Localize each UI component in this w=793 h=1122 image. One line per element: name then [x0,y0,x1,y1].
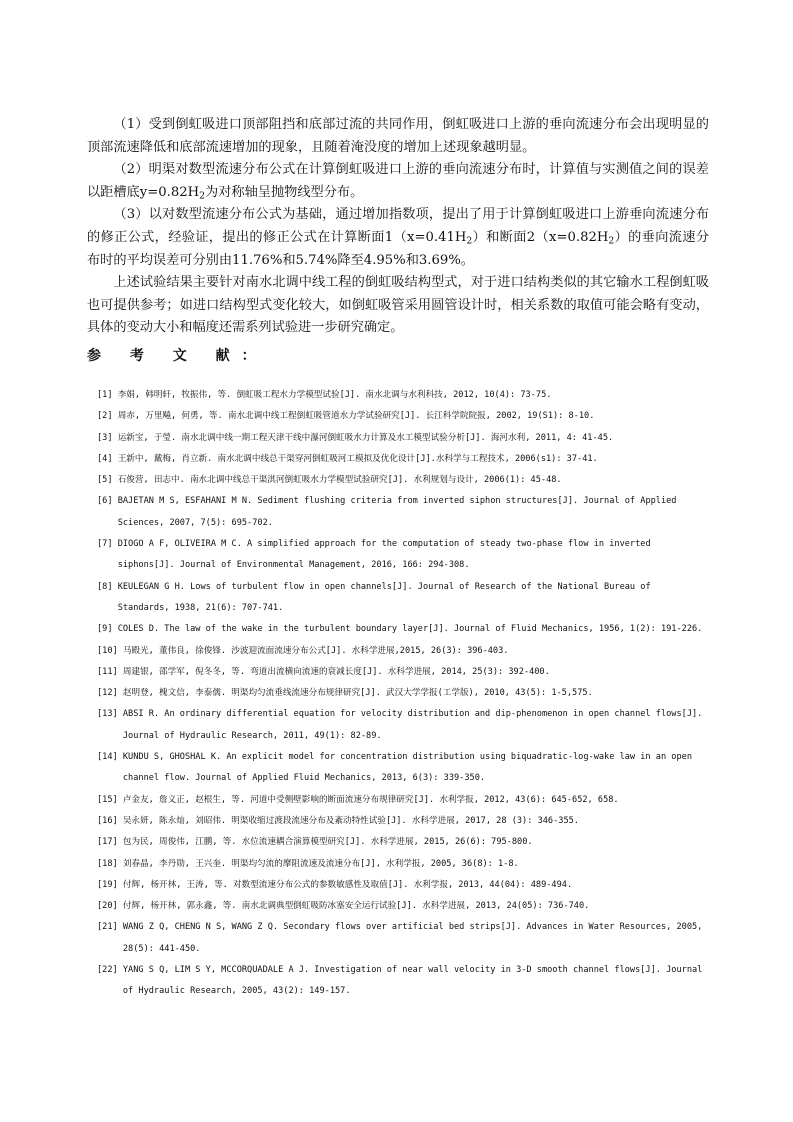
reference-entry [97,832,705,853]
reference-entry [97,683,705,704]
reference-entry [97,577,705,620]
reference-text: ABSI R. An ordinary differential equation for velocity distribution and dip-phenomenon in open channel flows[J]. Journal of Hydraulic Research, 2011, 49(1): 82-89. [122,709,703,741]
reference-text: DIOGO A F, OLIVEIRA M C. A simplified approach for the computation of steady two-phase flow in inverted siphons[J]. Journal of Environmental Management, 2016, 166: 294-308. [117,539,651,571]
reference-text: 吴永妍, 陈永灿, 刘昭伟. 明渠收缩过渡段流速分布及紊动特性试验[J]. 水科学进展, 2017, 28 (3): 346-355. [122,815,579,826]
reference-entry [97,619,705,640]
reference-number: [3] [97,432,118,443]
reference-text: KEULEGAN G H. Lows of turbulent flow in open channels[J]. Journal of Research of the National Bureau of Standards, 1938, 21(6): 707-741. [117,581,651,613]
reference-number: [2] [97,411,118,422]
reference-number: [15] [97,794,123,805]
reference-number: [5] [97,475,118,486]
reference-entry [97,428,705,449]
reference-entry [97,385,705,406]
reference-number: [14] [97,752,123,763]
references-heading: 参 考 文 献： [87,348,268,364]
reference-text: 赵明登, 槐文信, 李泰儒. 明渠均匀流垂线流速分布规律研究[J]. 武汉大学学报(工学版), 2010, 43(5): 1-5,575. [122,688,593,699]
reference-entry [97,662,705,683]
reference-number: [17] [97,837,123,848]
reference-text: 李娟, 韩明轩, 牧振伟, 等. 倒虹吸工程水力学模型试验[J]. 南水北调与水利科技, 2012, 10(4): 73-75. [117,390,552,400]
reference-entry [97,875,705,896]
reference-number: [16] [97,815,123,826]
reference-entry [97,747,705,790]
reference-text: 包为民, 周俊伟, 江鹏, 等. 水位流速耦合演算模型研究[J]. 水科学进展, 2015, 26(6): 795-800. [122,837,533,848]
reference-number: [6] [97,496,118,507]
reference-text: YANG S Q, LIM S Y, MCCORQUADALE A J. Investigation of near wall velocity in 3-D smooth channel flows[J]. Journal of Hydraulic Research, 2005, 43(2): 149-157. [122,965,703,997]
paragraph-3: （3）以对数型流速分布公式为基础，通过增加指数项，提出了用于计算倒虹吸进口上游垂向流速分布的修正公式，经验证，提出的修正公式在计算断面$1(x=0.41H_2)$和断面$2(x=0.82H_2)$的垂向流速分布时的平均误差可分别由11.76%和5.74%降至4.95%和3.69%。 [87,207,710,268]
reference-number: [22] [97,965,123,976]
reference-text: BAJETAN M S, ESFAHANI M N. Sediment flushing criteria from inverted siphon structures[J]. Journal of Applied Sciences, 2007, 7(5): 695-702. [117,496,677,528]
paragraph-2: （2）明渠对数型流速分布公式在计算倒虹吸进口上游的垂向流速分布时，计算值与实测值之间的误差以距槽底$y=0.82H_2$为对称轴呈抛物线型分布。 [87,162,709,202]
reference-number: [19] [97,879,123,890]
reference-entry [97,854,705,875]
paragraph-1: （1）受到倒虹吸进口顶部阻挡和底部过流的共同作用，倒虹吸进口上游的垂向流速分布会出现明显的顶部流速降低和底部流速增加的现象，且随着淹没度的增加上述现象越明显。 [87,117,709,155]
reference-entry [97,491,705,534]
reference-number: [20] [97,901,123,912]
paragraph-4: 上述试验结果主要针对南水北调中线工程的倒虹吸结构型式，对于进口结构类似的其它输水工程倒虹吸也可提供参考；如进口结构型式变化较大，如倒虹吸管采用圆管设计时，相关系数的取值可能会略有变动，具体的变动大小和幅度还需系列试验进一步研究确定。 [87,275,709,336]
reference-text: 付辉, 杨开林, 王涛, 等. 对数型流速分布公式的参数敏感性及取值[J]. 水利学报, 2013, 44(04): 489-494. [122,879,573,890]
reference-number: [1] [97,390,118,400]
reference-entry [97,896,705,917]
reference-number: [21] [97,922,123,933]
reference-text: 付辉, 杨开林, 郭永鑫, 等. 南水北调典型倒虹吸防冰塞安全运行试验[J]. 水科学进展, 2013, 24(05): 736-740. [122,901,590,912]
reference-entry [97,406,705,427]
reference-entry [97,704,705,747]
reference-number: [9] [97,624,118,635]
reference-number: [7] [97,539,118,550]
reference-text: 卢金友, 詹义正, 赵根生, 等. 河道中受侧壁影响的断面流速分布规律研究[J]. 水利学报, 2012, 43(6): 645-652, 658. [122,794,619,805]
reference-entry [97,449,705,470]
references-list [97,385,705,1003]
reference-text: 运新宝, 于瑩. 南水北调中线一期工程天津干线中瀑河倒虹吸水力计算及水工模型试验分析[J]. 海河水利, 2011, 4: 41-45. [117,432,614,443]
reference-entry [97,534,705,577]
reference-entry [97,917,705,960]
reference-entry [97,790,705,811]
reference-entry [97,470,705,491]
reference-number: [13] [97,709,123,720]
reference-text: COLES D. The law of the wake in the turbulent boundary layer[J]. Journal of Fluid Mechanics, 1956, 1(2): 191-226. [117,624,703,635]
reference-text: 王新中, 戴梅, 肖立新. 南水北调中线总干渠穿河倒虹吸河工模拟及优化设计[J].水科学与工程技术, 2006(s1): 37-41. [117,453,598,464]
reference-number: [4] [97,453,118,464]
reference-number: [10] [97,645,123,656]
reference-text: 刘春晶, 李丹勋, 王兴奎. 明渠均匀流的摩阻流速及流速分布[J], 水利学报, 2005, 36(8): 1-8. [122,858,519,869]
reference-number: [12] [97,688,123,699]
reference-entry [97,641,705,662]
reference-text: WANG Z Q, CHENG N S, WANG Z Q. Secondary flows over artificial bed strips[J]. Advances in Water Resources, 2005, 28(5): 441-450. [122,922,703,954]
reference-number: [18] [97,858,123,869]
reference-text: 周赤, 万里飚, 何勇, 等. 南水北调中线工程倒虹吸管道水力学试验研究[J]. 长江科学院院报, 2002, 19(S1): 8-10. [117,411,595,422]
reference-entry [97,960,705,1003]
reference-text: 石俊营, 田志中. 南水北调中线总干渠淇河倒虹吸水力学模型试验研究[J]. 水利规划与设计, 2006(1): 45-48. [117,475,562,486]
reference-text: 马殿光, 董伟良, 徐俊锋. 沙波迎流面流速分布公式[J]. 水科学进展,2015, 26(3): 396-403. [122,645,509,656]
reference-entry [97,811,705,832]
reference-number: [8] [97,581,118,592]
reference-text: 周建银, 邵学军, 倪冬冬, 等. 弯道出流横向流速的衰减长度[J]. 水科学进展, 2014, 25(3): 392-400. [122,666,550,677]
reference-text: KUNDU S, GHOSHAL K. An explicit model for concentration distribution using biquadratic-log-wake law in an open channel flow. Journal of Applied Fluid Mechanics, 2013, 6(3): 339-350. [122,752,693,784]
reference-number: [11] [97,666,123,677]
conclusions-section [87,114,709,340]
